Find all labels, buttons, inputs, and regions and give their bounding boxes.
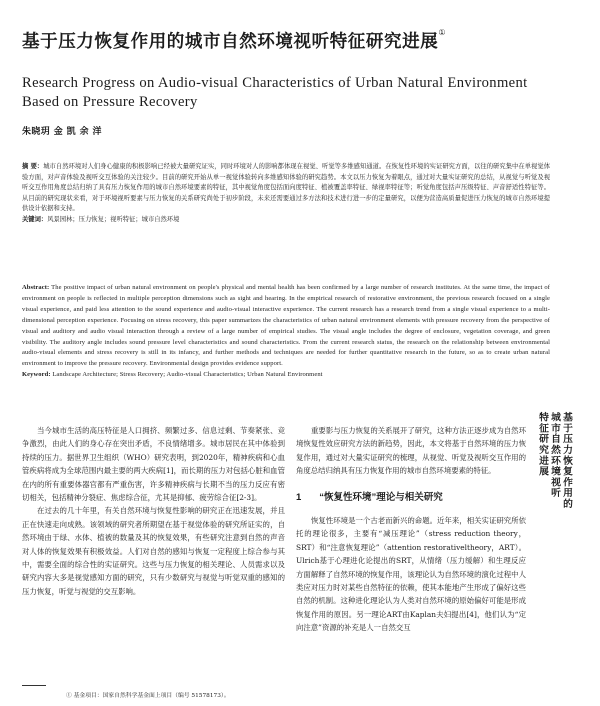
side-running-title <box>536 412 588 667</box>
article-title-zh: 基于压力恢复作用的城市自然环境视听特征研究进展① <box>22 28 447 52</box>
footnote-divider <box>22 685 46 686</box>
abstract-en <box>22 283 550 381</box>
keywords-zh: 风景园林；压力恢复；视听特征；城市自然环境 <box>47 215 180 223</box>
article-title-en: Research Progress on Audio-visual Characteristics of Urban Natural Environment Based on Pressure Recovery <box>22 75 528 110</box>
authors: 朱晓玥 金 凯 余 洋 <box>22 127 102 137</box>
section-title: “恢复性环境”理论与相关研究 <box>319 491 443 503</box>
keywords-zh-label: 关键词： <box>22 215 48 223</box>
section-number: 1 <box>296 491 302 503</box>
side-line: 城市自然环境视听 <box>549 412 560 499</box>
side-running-title-text <box>536 412 572 667</box>
body-column-left <box>22 424 285 598</box>
footnote: ① 基金项目：国家自然科学基金面上项目（编号 51578173）。 <box>66 693 230 699</box>
body-paragraph: 重要影与压力恢复的关系展开了研究，这种方法正逐步成为自然环境恢复性效应研究方法的新趋势，因此，本文将基于自然环境的压力恢复作用，通过对大量实证研究的梳理，从视觉、听觉及视听交互作用的角度总结归纳具有压力恢复作用的城市自然环境要素的特征。 <box>296 426 526 476</box>
keywords-en-label: Keyword: <box>22 371 51 379</box>
keywords-en: Landscape Architecture; Stress Recovery; Audio-visual Characteristics; Urban Natural Environment <box>52 371 323 379</box>
side-line: 基于压力恢复作用的 <box>561 412 572 510</box>
title-footnote-mark: ① <box>438 28 447 37</box>
abstract-en-text: The positive impact of urban natural environment on people's physical and mental health has been confirmed by a large number of research institutes. At the same time, the impact of environment on people is reflected in multiple perception dimensions such as sight and hearing. In the empirical research of restorative environment, the previous research focused on a single visual experience, and paid less attention to the sound experience and audio-visual interactive experience. The current research has a research trend from a single visual experience to a multi-dimensional perception experience. Focusing on stress recovery, this paper summarizes the characteristics of urban natural environment elements with pressure recovery from the perspective of visual and auditory and audio visual interaction through a review of a large number of empirical studies. The visual angle includes the degree of enclosure, vegetation coverage, and green visibility. The auditory angle includes sound pressure level characteristics and sound characteristics. From the current research status, the research on the relationship between environmental audio-visual elements and stress recovery is still in its infancy, and further methods and techniques are needed for further quantitative research in the future, so as to create urban natural environment to improve the pressure recovery. Environmental design provides evidence support. <box>22 284 550 368</box>
body-paragraph: 当今城市生活的高压特征是人口拥挤、频繁过多、信息过剩、节奏紧张、竞争激烈，由此人们的身心存在突出矛盾，不良情绪增多。城市居民在其中体验到持续的压力。据世界卫生组织（WHO）研究表明，到2020年，精神疾病和心血管疾病将成为全球范围内最主要的两大疾病[1]，而长期的压力对包括心脏和血管在内的所有重要体器官都有严重伤害，许多精神疾病与长期不当的压力反应有密切相关，包括精神分裂症、焦虑综合征，尤其是抑郁、疲劳综合征[2-3]。 <box>22 426 285 503</box>
side-line: 特征研究进展 <box>537 412 548 477</box>
body-paragraph: 在过去的几十年里，有关自然环境与恢复性影响的研究正在迅速发展，并且正在快速走向成熟。该领域的研究者所期望在基于视觉体验的研究所证实的，自然环境由于绿、水体、植被的数量及其的恢复效果，有些研究注意到自然的声音对人体的恢复效果有积极效益。人们对自然的感知与恢复一定程度上综合参与其中，需要全面的综合性的实证研究。这些与压力恢复的相关理论、人员需求以及研究内容大多是视觉感知方面的研究，只有少数研究与视觉与听觉双重的感知的压力恢复，听觉与视觉的交互影响。 <box>22 506 285 596</box>
abstract-zh-text: 城市自然环境对人们身心健康的积极影响已经被大量研究证实，同时环境对人的影响都体现在视觉、听觉等多维感知通道。在恢复性环境的实证研究方面，以往的研究集中在单视觉体验方面，对声音体验及视听交互体验的关注较少。目前的研究开始从单一视觉体验转向多维感知体验的研究趋势。本文以压力恢复为着眼点，通过对大量实证研究的总结，从视觉与听觉及视听交互作用角度总结归纳了具有压力恢复作用的城市自然环境要素的特征，其中视觉角度包括面向度特征、植被覆盖率特征、绿视率特征等；听觉角度包括声压级特征、声音舒适性特征等。从目前的研究现状来看，对于环境视听要素与压力恢复的关系研究尚处于初步阶段，未来还需要通过多方法和技术进行进一步的定量研究，以便为营造高质量促进压力恢复的城市自然环境提供设计依据和支持。 <box>22 163 551 213</box>
abstract-en-label: Abstract: <box>22 284 50 291</box>
abstract-zh <box>22 162 550 226</box>
abstract-zh-label: 摘 要： <box>22 163 44 170</box>
body-paragraph: 恢复性环境是一个古老而新兴的命题。近年来，相关实证研究所依托的理论很多，主要有“减压理论”（stress reduction theory，SRT）和“注意恢复理论”（attention restorativeltheory，ART）。Ulrich基于心理进化论提出的SRT，从情绪（压力缓解）和生理反应方面解释了自然环境的恢复作用，该理论认为自然环境的演化过程中人类应对压力时对某些自然特征的依赖，使其本能地产生形成了偏好这些自然的机制。这种进化理论认为人类对自然环境的原始偏好可能是形成恢复作用的原因。另一理论ART由Kaplan夫妇提出[4]，他们认为“定向注意”资源的补充是人一自然交互 <box>296 516 526 633</box>
body-column-right <box>296 424 526 635</box>
section-heading <box>296 491 526 504</box>
